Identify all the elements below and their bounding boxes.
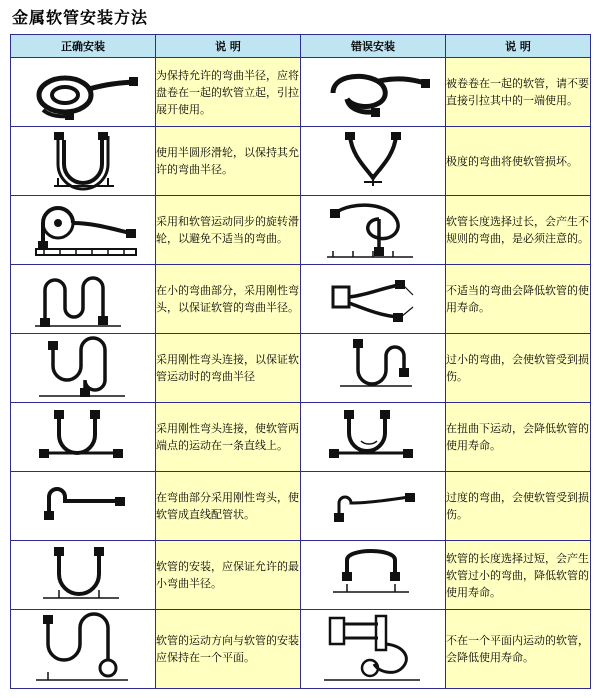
description-text: 采用刚性弯头连接，使软管两端点的运动在一条直线上。 bbox=[156, 403, 301, 472]
table-row bbox=[11, 403, 591, 472]
description-text: 不适当的弯曲会降低软管的使用寿命。 bbox=[446, 265, 591, 334]
hose-diagram-icon bbox=[11, 407, 155, 467]
hose-diagram-icon bbox=[11, 268, 155, 330]
figure-coiled-hose-pulled-from-one-end bbox=[301, 58, 446, 127]
figure-improper-bend-reduces-life bbox=[301, 265, 446, 334]
figure-rigid-elbow-connection-motion-radius bbox=[11, 334, 156, 403]
table-row bbox=[11, 334, 591, 403]
table-row bbox=[11, 196, 591, 265]
figure-torsional-movement-reduces-life bbox=[301, 403, 446, 472]
description-text: 采用和软管运动同步的旋转滑轮，以避免不适当的弯曲。 bbox=[156, 196, 301, 265]
table-row bbox=[11, 58, 591, 127]
header-correct-description: 说 明 bbox=[156, 35, 301, 58]
hose-diagram-icon bbox=[301, 481, 445, 531]
description-text: 软管长度选择过长，会产生不规则的弯曲，是必须注意的。 bbox=[446, 196, 591, 265]
description-text: 软管的长度选择过短，会产生软管过小的弯曲，降低软管的使用寿命。 bbox=[446, 541, 591, 610]
hose-diagram-icon bbox=[301, 197, 445, 263]
figure-rigid-elbow-straight-pipe-layout bbox=[11, 472, 156, 541]
table-header-row bbox=[11, 35, 591, 58]
hose-diagram-icon bbox=[301, 336, 445, 400]
header-wrong-description: 说 明 bbox=[446, 35, 591, 58]
figure-hose-installed-min-bend-radius bbox=[11, 541, 156, 610]
hose-diagram-icon bbox=[11, 199, 155, 261]
figure-hose-with-synchronized-rotating-pulley bbox=[11, 196, 156, 265]
description-text: 软管的安装，应保证允许的最小弯曲半径。 bbox=[156, 541, 301, 610]
hose-diagram-icon bbox=[301, 269, 445, 329]
description-text: 被卷卷在一起的软管，请不要直接引拉其中的一端使用。 bbox=[446, 58, 591, 127]
page-title: 金属软管安装方法 bbox=[12, 8, 149, 27]
figure-coiled-hose-standing-upright bbox=[11, 58, 156, 127]
hose-diagram-icon bbox=[11, 336, 155, 400]
table-row bbox=[11, 541, 591, 610]
header-correct-install: 正确安装 bbox=[11, 35, 156, 58]
header-wrong-install: 错误安装 bbox=[301, 35, 446, 58]
hose-diagram-icon bbox=[301, 63, 445, 121]
description-text: 过度的弯曲，会使软管受到损伤。 bbox=[446, 472, 591, 541]
hose-diagram-icon bbox=[301, 130, 445, 192]
table-row bbox=[11, 610, 591, 689]
figure-hose-moving-out-of-plane bbox=[301, 610, 446, 689]
hose-diagram-icon bbox=[301, 407, 445, 467]
description-text: 软管的运动方向与软管的安装应保持在一个平面。 bbox=[156, 610, 301, 689]
table-row bbox=[11, 127, 591, 196]
hose-installation-table bbox=[10, 34, 591, 689]
description-text: 过小的弯曲，会使软管受到损伤。 bbox=[446, 334, 591, 403]
figure-too-tight-bend-damage bbox=[301, 334, 446, 403]
hose-diagram-icon bbox=[301, 544, 445, 606]
hose-diagram-icon bbox=[11, 130, 155, 192]
hose-diagram-icon bbox=[11, 481, 155, 531]
figure-hose-too-long-irregular-bend bbox=[301, 196, 446, 265]
description-text: 采用刚性弯头连接，以保证软管运动时的弯曲半径 bbox=[156, 334, 301, 403]
hose-diagram-icon bbox=[301, 610, 445, 688]
description-text: 在弯曲部分采用刚性弯头，使软管成直线配管状。 bbox=[156, 472, 301, 541]
hose-diagram-icon bbox=[11, 63, 155, 121]
figure-hose-over-semicircular-sheave bbox=[11, 127, 156, 196]
description-text: 在扭曲下运动，会降低软管的使用寿命。 bbox=[446, 403, 591, 472]
table-row bbox=[11, 265, 591, 334]
figure-rigid-elbow-at-small-bend bbox=[11, 265, 156, 334]
figure-hose-motion-same-plane-as-install bbox=[11, 610, 156, 689]
description-text: 在小的弯曲部分，采用刚性弯头，以保证软管的弯曲半径。 bbox=[156, 265, 301, 334]
description-text: 为保持允许的弯曲半径，应将盘卷在一起的软管立起，引拉展开使用。 bbox=[156, 58, 301, 127]
figure-hose-too-short-small-bend bbox=[301, 541, 446, 610]
description-text: 极度的弯曲将使软管损坏。 bbox=[446, 127, 591, 196]
figure-rigid-elbows-both-ends-straight-line bbox=[11, 403, 156, 472]
description-text: 不在一个平面内运动的软管，会降低使用寿命。 bbox=[446, 610, 591, 689]
description-text: 使用半圆形滑轮，以保持其允许的弯曲半径。 bbox=[156, 127, 301, 196]
figure-hose-sharply-bent-at-v-point bbox=[301, 127, 446, 196]
hose-diagram-icon bbox=[11, 544, 155, 606]
table-row bbox=[11, 472, 591, 541]
figure-excessive-bend-damage bbox=[301, 472, 446, 541]
hose-diagram-icon bbox=[11, 610, 155, 688]
